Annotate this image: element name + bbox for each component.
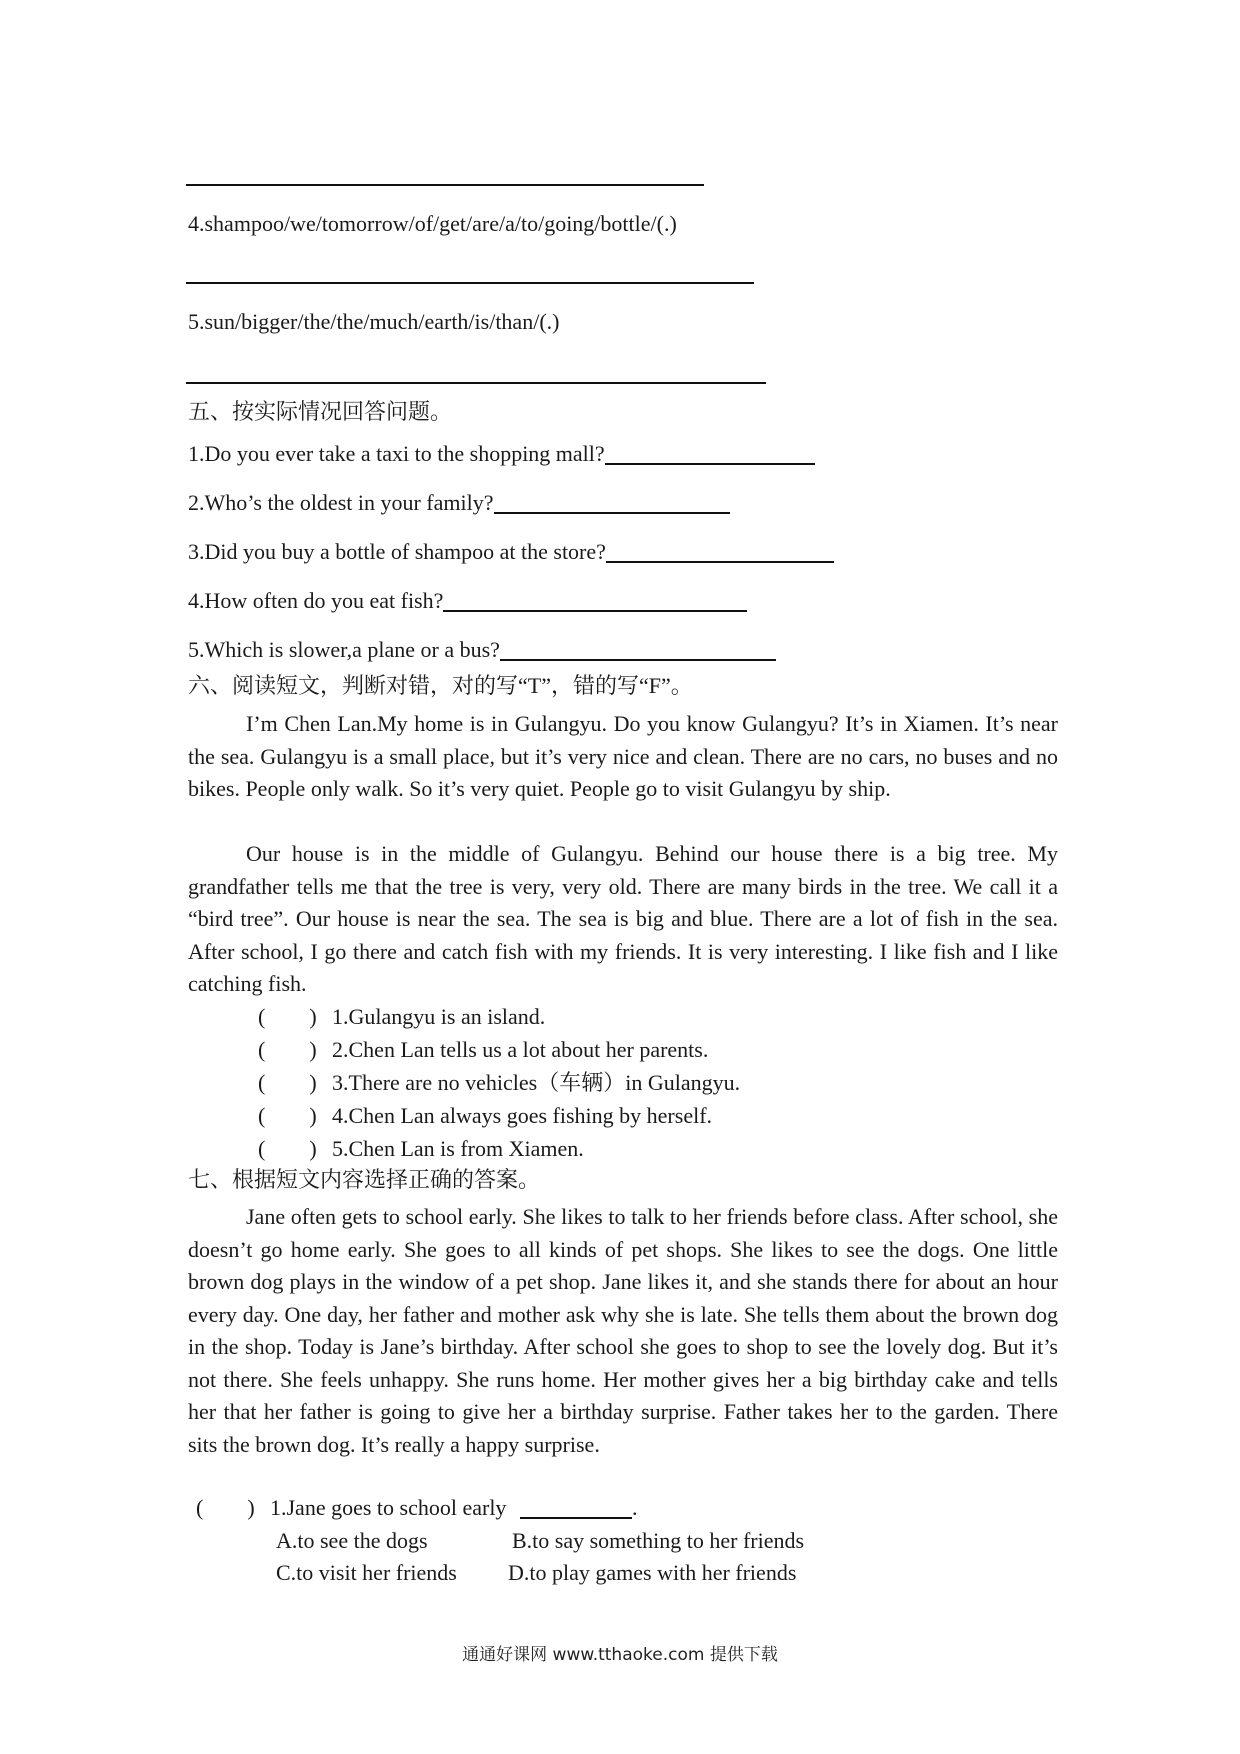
answer-line-q4 bbox=[186, 282, 754, 284]
judge-text: 3.There are no vehicles（车辆）in Gulangyu. bbox=[332, 1070, 741, 1095]
option-b[interactable]: B.to say something to her friends bbox=[512, 1528, 805, 1553]
answer-blank[interactable] bbox=[520, 1495, 632, 1519]
option-a[interactable]: A.to see the dogs bbox=[276, 1528, 428, 1553]
question-text: 2.Who’s the oldest in your family? bbox=[188, 490, 494, 515]
option-c[interactable]: C.to visit her friends bbox=[276, 1560, 457, 1585]
judge-item-5 bbox=[258, 1135, 584, 1163]
judge-text: 4.Chen Lan always goes fishing by herself. bbox=[332, 1103, 713, 1128]
answer-paren[interactable]: ( ) bbox=[258, 1004, 317, 1029]
section7-heading: 七、根据短文内容选择正确的答案。 bbox=[188, 1167, 541, 1192]
section5-question-2 bbox=[188, 489, 730, 517]
judge-item-1 bbox=[258, 1003, 545, 1031]
judge-item-3 bbox=[258, 1069, 740, 1097]
answer-line-q3 bbox=[186, 184, 704, 186]
section5-question-5 bbox=[188, 636, 776, 664]
judge-text: 1.Gulangyu is an island. bbox=[332, 1004, 546, 1029]
paragraph-text: Our house is in the middle of Gulangyu. Behind our house there is a big tree. My grandfather tells me that the tree is very, very old. There are many birds in the tree. We call it a “bird tree”. Our house is near the sea. The sea is big and blue. There are a lot of fish in the sea. After school, I go there and catch fish with my friends. It is very interesting. I like fish and I like catching fish. bbox=[188, 841, 1058, 996]
option-d[interactable]: D.to play games with her friends bbox=[508, 1560, 797, 1585]
reorder-question-4: 4.shampoo/we/tomorrow/of/get/are/a/to/going/bottle/(.) bbox=[188, 211, 677, 236]
section7-paragraph bbox=[188, 1201, 1058, 1461]
answer-blank[interactable] bbox=[443, 588, 747, 612]
question-text: 1.Do you ever take a taxi to the shopping mall? bbox=[188, 441, 605, 466]
answer-blank[interactable] bbox=[494, 490, 730, 514]
answer-blank[interactable] bbox=[606, 539, 834, 563]
question-text: 3.Did you buy a bottle of shampoo at the store? bbox=[188, 539, 606, 564]
page-footer: 通通好课网 www.tthaoke.com 提供下载 bbox=[462, 1645, 778, 1665]
section5-heading: 五、按实际情况回答问题。 bbox=[188, 399, 453, 424]
reorder-question-5: 5.sun/bigger/the/the/much/earth/is/than/(.) bbox=[188, 309, 560, 334]
question-text: 4.How often do you eat fish? bbox=[188, 588, 444, 613]
choice-question-1 bbox=[196, 1494, 637, 1522]
answer-line-q5 bbox=[186, 382, 766, 384]
judge-item-4 bbox=[258, 1102, 712, 1130]
answer-paren[interactable]: ( ) bbox=[258, 1103, 317, 1128]
section5-question-4 bbox=[188, 587, 747, 615]
paragraph-text: Jane often gets to school early. She likes to talk to her friends before class. After school, she doesn’t go home early. She goes to all kinds of pet shops. She likes to see the dogs. One little brown dog plays in the window of a pet shop. Jane likes it, and she stands there for about an hour every day. One day, her father and mother ask why she is late. She tells them about the brown dog in the shop. Today is Jane’s birthday. After school she goes to shop to see the lovely dog. But it’s not there. She feels unhappy. She runs home. Her mother gives her a big birthday cake and tells her that her father is going to give her a birthday surprise. Father takes her to the garden. There sits the brown dog. It’s really a happy surprise. bbox=[188, 1204, 1058, 1457]
question-text: 5.Which is slower,a plane or a bus? bbox=[188, 637, 500, 662]
answer-paren[interactable]: ( ) bbox=[196, 1495, 255, 1520]
question-stem: 1.Jane goes to school early bbox=[270, 1495, 507, 1520]
judge-item-2 bbox=[258, 1036, 708, 1064]
paragraph-text: I’m Chen Lan.My home is in Gulangyu. Do you know Gulangyu? It’s in Xiamen. It’s near the sea. Gulangyu is a small place, but it’s very nice and clean. There are no cars, no buses and no bikes. People only walk. So it’s very quiet. People go to visit Gulangyu by ship. bbox=[188, 711, 1058, 801]
question-end: . bbox=[631, 1495, 638, 1520]
answer-blank[interactable] bbox=[605, 441, 815, 465]
answer-paren[interactable]: ( ) bbox=[258, 1136, 317, 1161]
answer-paren[interactable]: ( ) bbox=[258, 1070, 317, 1095]
section6-paragraph-1 bbox=[188, 708, 1058, 806]
answer-blank[interactable] bbox=[500, 637, 776, 661]
judge-text: 5.Chen Lan is from Xiamen. bbox=[332, 1136, 584, 1161]
section5-question-1 bbox=[188, 440, 815, 468]
section6-paragraph-2 bbox=[188, 838, 1058, 1001]
section5-question-3 bbox=[188, 538, 834, 566]
answer-paren[interactable]: ( ) bbox=[258, 1037, 317, 1062]
judge-text: 2.Chen Lan tells us a lot about her parents. bbox=[332, 1037, 709, 1062]
section6-heading: 六、阅读短文，判断对错，对的写“T”，错的写“F”。 bbox=[188, 673, 693, 698]
